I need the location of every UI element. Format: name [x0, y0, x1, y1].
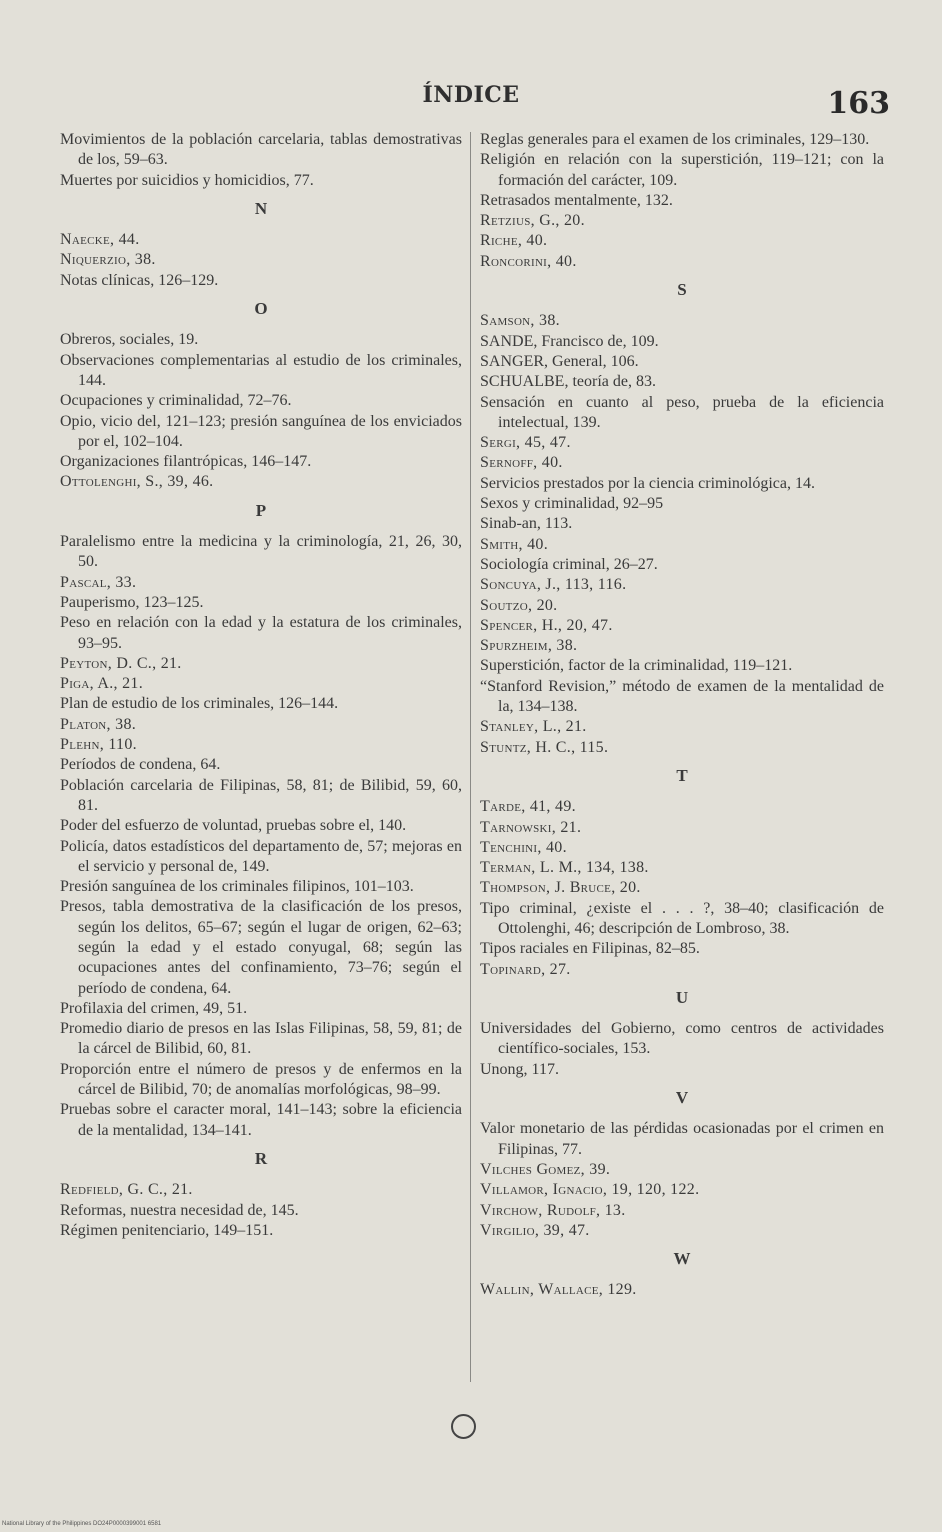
index-entry: Policía, datos estadísticos del departamento de, 57; mejoras en el servicio y personal de, 149. — [60, 837, 462, 875]
index-entry: Wallin, Wallace, 129. — [480, 1281, 637, 1299]
index-entry: SANGER, General, 106. — [480, 352, 639, 370]
index-entry: Peso en relación con la edad y la estatura de los criminales, 93–95. — [60, 614, 462, 652]
index-entry: “Stanford Revision,” método de examen de la mentalidad de la, 134–138. — [480, 677, 884, 716]
index-entry: Retzius, G., 20. — [480, 212, 585, 230]
index-entry: Población carcelaria de Filipinas, 58, 81; de Bilibid, 59, 60, 81. — [60, 776, 462, 814]
index-entry: Terman, L. M., 134, 138. — [480, 859, 649, 877]
index-entry: Plehn, 110. — [60, 736, 137, 754]
index-entry: Ottolenghi, S., 39, 46. — [60, 473, 214, 491]
index-entry: Muertes por suicidios y homicidios, 77. — [60, 171, 314, 189]
index-entry: Tarnowski, 21. — [480, 818, 582, 836]
index-column-left — [60, 130, 462, 1241]
index-entry: Tarde, 41, 49. — [480, 798, 576, 816]
index-entry: Superstición, factor de la criminalidad, 119–121. — [480, 657, 793, 675]
index-entry: Movimientos de la población carcelaria, tablas demostrativas de los, 59–63. — [60, 131, 462, 169]
circle-mark — [451, 1414, 476, 1439]
section-letter: T — [676, 765, 688, 785]
index-entry: Opio, vicio del, 121–123; presión sanguínea de los enviciados por el, 102–104. — [60, 412, 462, 450]
index-entry: Proporción entre el número de presos y de enfermos en la cárcel de Bilibid, 70; de anomalías morfológicas, 98–99. — [60, 1060, 462, 1099]
index-entry: Obreros, sociales, 19. — [60, 331, 199, 349]
index-entry: Ocupaciones y criminalidad, 72–76. — [60, 392, 292, 410]
index-entry: Soncuya, J., 113, 116. — [480, 576, 627, 594]
section-letter: P — [255, 500, 267, 520]
section-letter: R — [254, 1148, 268, 1168]
index-entry: Pascal, 33. — [60, 573, 137, 591]
index-entry: Villamor, Ignacio, 19, 120, 122. — [480, 1181, 700, 1199]
page-title: ÍNDICE — [422, 82, 520, 108]
index-entry: Smith, 40. — [480, 535, 549, 553]
index-entry: Samson, 38. — [480, 312, 560, 330]
index-entry: Servicios prestados por la ciencia criminológica, 14. — [480, 474, 816, 492]
index-entry: Sinab-an, 113. — [480, 515, 573, 533]
section-letter: U — [675, 987, 689, 1007]
section-letter: W — [673, 1249, 691, 1269]
index-entry: Soutzo, 20. — [480, 596, 558, 614]
index-entry: Redfield, G. C., 21. — [60, 1181, 193, 1199]
index-entry: Niquerzio, 38. — [60, 251, 156, 269]
index-entry: Platon, 38. — [60, 715, 137, 733]
section-letter: S — [677, 280, 687, 300]
index-entry: Peyton, D. C., 21. — [60, 654, 182, 672]
index-entry: Topinard, 27. — [480, 960, 571, 978]
index-entry: Poder del esfuerzo de voluntad, pruebas sobre el, 140. — [60, 817, 407, 835]
index-entry: Vilches Gomez, 39. — [480, 1160, 611, 1178]
index-entry: Sensación en cuanto al peso, prueba de la eficiencia intelectual, 139. — [480, 393, 884, 431]
index-entry: Roncorini, 40. — [480, 252, 577, 270]
index-entry: Stanley, L., 21. — [480, 718, 587, 736]
index-entry: Universidades del Gobierno, como centros de actividades científico-sociales, 153. — [480, 1020, 884, 1058]
index-entry: Paralelismo entre la medicina y la criminología, 21, 26, 30, 50. — [60, 533, 462, 571]
scan-footer: National Library of the Philippines DO24P0000399001 6581 — [2, 1521, 162, 1527]
index-entry: Piga, A., 21. — [60, 675, 144, 693]
index-entry: Valor monetario de las pérdidas ocasionadas por el crimen en Filipinas, 77. — [480, 1120, 884, 1158]
index-entry: Profilaxia del crimen, 49, 51. — [60, 999, 248, 1017]
index-entry: SCHUALBE, teoría de, 83. — [480, 373, 656, 391]
index-entry: Virchow, Rudolf, 13. — [480, 1201, 626, 1219]
index-entry: Spurzheim, 38. — [480, 637, 578, 655]
index-entry: Retrasados mentalmente, 132. — [480, 191, 673, 209]
index-entry: Sernoff, 40. — [480, 454, 563, 472]
section-letter: V — [675, 1088, 689, 1108]
index-entry: Presión sanguínea de los criminales filipinos, 101–103. — [60, 878, 414, 896]
index-entry: Pauperismo, 123–125. — [60, 593, 204, 611]
index-entry: Sociología criminal, 26–27. — [480, 555, 658, 573]
index-entry: Stuntz, H. C., 115. — [480, 738, 609, 756]
index-entry: Organizaciones filantrópicas, 146–147. — [60, 453, 312, 471]
index-entry: Virgilio, 39, 47. — [480, 1221, 590, 1239]
index-entry: Naecke, 44. — [60, 231, 140, 249]
page-number: 163 — [827, 86, 890, 121]
index-entry: Régimen penitenciario, 149–151. — [60, 1221, 274, 1239]
index-entry: Presos, tabla demostrativa de la clasificación de los presos, según los delitos, 65–67; según el lugar de origen, 62–63; según la edad y el estado conyugal, 68; según las ocupaciones antes del confinamiento, 73–76; según el período de condena, 64. — [60, 898, 462, 997]
index-entry: Observaciones complementarias al estudio de los criminales, 144. — [60, 351, 462, 389]
index-entry: Notas clínicas, 126–129. — [60, 271, 219, 289]
column-divider — [470, 132, 471, 1382]
index-entry: Unong, 117. — [480, 1060, 559, 1078]
index-entry: Religión en relación con la superstición, 119–121; con la formación del carácter, 109. — [480, 151, 884, 189]
index-entry: Promedio diario de presos en las Islas Filipinas, 58, 59, 81; de la cárcel de Bilibid, 60, 81. — [60, 1020, 462, 1058]
index-entry: Sergi, 45, 47. — [480, 434, 571, 452]
index-entry: Reformas, nuestra necesidad de, 145. — [60, 1201, 299, 1219]
index-entry: Riche, 40. — [480, 232, 548, 250]
section-letter: N — [254, 198, 268, 218]
index-entry: Tipos raciales en Filipinas, 82–85. — [480, 940, 700, 958]
index-entry: Spencer, H., 20, 47. — [480, 616, 613, 634]
index-entry: Tipo criminal, ¿existe el . . . ?, 38–40; clasificación de Ottolenghi, 46; descripción de Lombroso, 38. — [480, 899, 884, 937]
index-entry: Sexos y criminalidad, 92–95 — [480, 495, 664, 513]
index-column-right — [480, 130, 884, 1301]
index-entry: Plan de estudio de los criminales, 126–144. — [60, 695, 339, 713]
index-entry: SANDE, Francisco de, 109. — [480, 332, 659, 350]
index-entry: Thompson, J. Bruce, 20. — [480, 879, 641, 897]
index-entry: Reglas generales para el examen de los criminales, 129–130. — [480, 131, 870, 148]
index-entry: Tenchini, 40. — [480, 838, 567, 856]
index-entry: Pruebas sobre el caracter moral, 141–143; sobre la eficiencia de la mentalidad, 134–141. — [60, 1101, 462, 1139]
section-letter: O — [254, 299, 268, 319]
index-entry: Períodos de condena, 64. — [60, 756, 221, 774]
